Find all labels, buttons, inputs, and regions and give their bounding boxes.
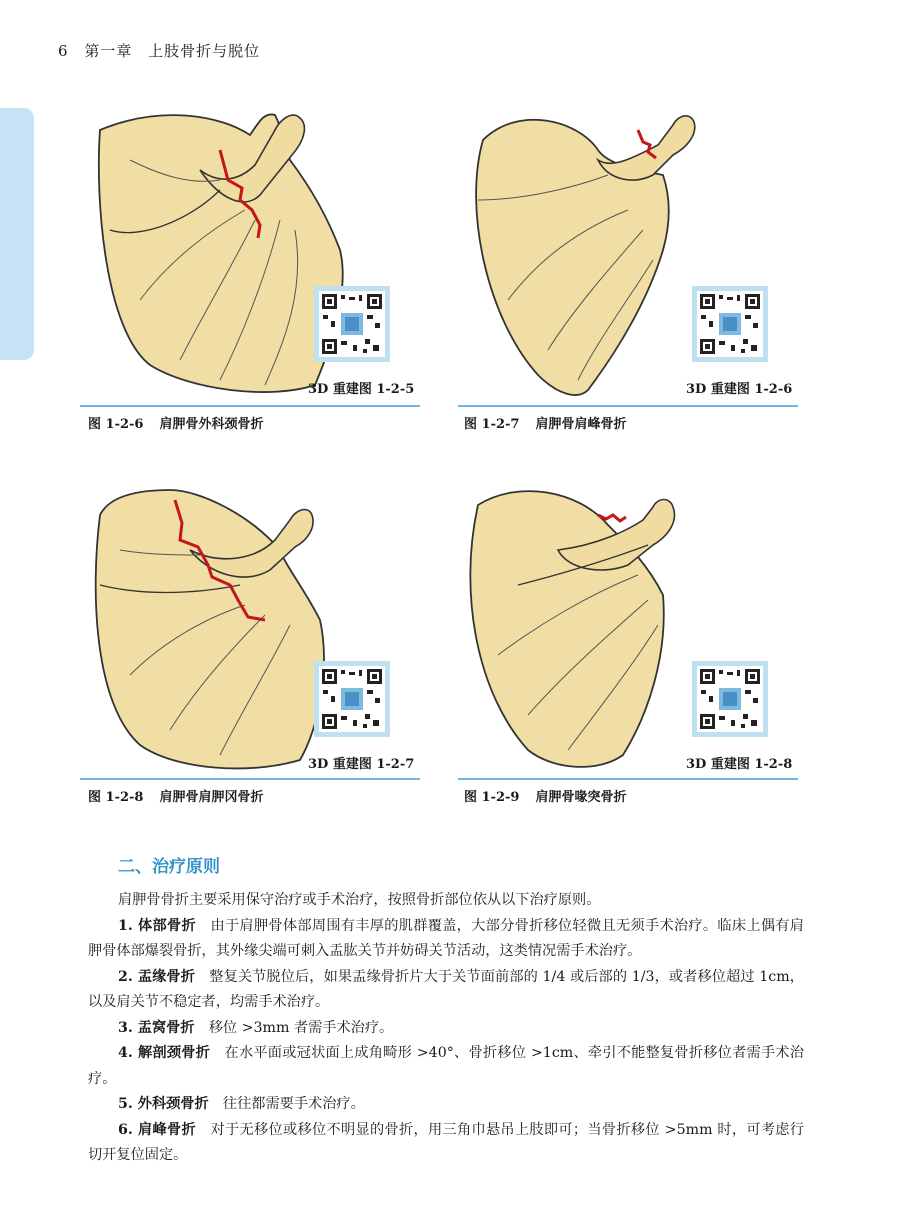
body-text bbox=[88, 888, 804, 1169]
figure-1-2-8 bbox=[80, 475, 425, 815]
recon-label: 3D 重建图 1-2-6 bbox=[686, 382, 793, 397]
qr-code[interactable] bbox=[692, 286, 768, 362]
paragraph-lead: 1. 体部骨折 bbox=[118, 917, 196, 934]
caption-text: 肩胛骨肩胛冈骨折 bbox=[159, 790, 264, 805]
paragraph bbox=[88, 888, 804, 914]
caption-rule bbox=[458, 778, 798, 780]
page-number: 6 bbox=[58, 42, 69, 60]
paragraph bbox=[88, 914, 804, 965]
caption-text: 肩胛骨肩峰骨折 bbox=[535, 417, 627, 432]
figure-1-2-6 bbox=[80, 100, 425, 440]
qr-pattern-icon bbox=[319, 291, 385, 357]
qr-code[interactable] bbox=[692, 661, 768, 737]
paragraph bbox=[88, 1016, 804, 1042]
paragraph bbox=[88, 1041, 804, 1092]
recon-label: 3D 重建图 1-2-5 bbox=[308, 382, 415, 397]
figure-caption bbox=[88, 786, 263, 805]
caption-number: 图 1-2-7 bbox=[464, 417, 520, 432]
chapter-side-tab bbox=[0, 108, 34, 360]
paragraph-text: 整复关节脱位后，如果盂缘骨折片大于关节面前部的 1/4 或后部的 1/3，或者移位超过 1cm，以及肩关节不稳定者，均需手术治疗。 bbox=[88, 968, 804, 1010]
paragraph-lead: 3. 盂窝骨折 bbox=[118, 1019, 195, 1036]
recon-label: 3D 重建图 1-2-7 bbox=[308, 757, 415, 772]
qr-pattern-icon bbox=[697, 666, 763, 732]
caption-rule bbox=[80, 405, 420, 407]
chapter-label: 第一章 bbox=[84, 42, 133, 60]
caption-number: 图 1-2-6 bbox=[88, 417, 144, 432]
qr-code[interactable] bbox=[314, 286, 390, 362]
paragraph-text: 在水平面或冠状面上成角畸形 >40°、骨折移位 >1cm、牵引不能整复骨折移位者需手术治疗。 bbox=[88, 1045, 804, 1087]
figure-1-2-7 bbox=[458, 100, 803, 440]
caption-text: 肩胛骨喙突骨折 bbox=[535, 790, 627, 805]
paragraph-text: 往往都需要手术治疗。 bbox=[208, 1096, 365, 1112]
caption-rule bbox=[458, 405, 798, 407]
paragraph-text: 移位 >3mm 者需手术治疗。 bbox=[194, 1019, 394, 1036]
caption-number: 图 1-2-8 bbox=[88, 790, 144, 805]
caption-text: 肩胛骨外科颈骨折 bbox=[159, 417, 264, 432]
figure-caption bbox=[88, 413, 263, 432]
paragraph-lead: 5. 外科颈骨折 bbox=[118, 1096, 209, 1112]
chapter-title: 上肢骨折与脱位 bbox=[148, 42, 261, 60]
qr-pattern-icon bbox=[319, 666, 385, 732]
figure-caption bbox=[464, 413, 626, 432]
paragraph bbox=[88, 965, 804, 1016]
paragraph-lead: 6. 肩峰骨折 bbox=[118, 1121, 197, 1138]
section-title: 二、治疗原则 bbox=[118, 857, 220, 877]
qr-pattern-icon bbox=[697, 291, 763, 357]
qr-code[interactable] bbox=[314, 661, 390, 737]
paragraph-text: 肩胛骨骨折主要采用保守治疗或手术治疗，按照骨折部位依从以下治疗原则。 bbox=[118, 892, 601, 908]
figure-1-2-9 bbox=[458, 475, 803, 815]
caption-rule bbox=[80, 778, 420, 780]
caption-number: 图 1-2-9 bbox=[464, 790, 520, 805]
paragraph-text: 对于无移位或移位不明显的骨折，用三角巾悬吊上肢即可；当骨折移位 >5mm 时，可考虑行切开复位固定。 bbox=[88, 1121, 804, 1163]
paragraph-lead: 2. 盂缘骨折 bbox=[118, 968, 195, 985]
paragraph-lead: 4. 解剖颈骨折 bbox=[118, 1045, 211, 1061]
figure-caption bbox=[464, 786, 626, 805]
paragraph bbox=[88, 1118, 804, 1169]
paragraph bbox=[88, 1092, 804, 1118]
paragraph-text: 由于肩胛骨体部周围有丰厚的肌群覆盖，大部分骨折移位轻微且无须手术治疗。临床上偶有肩胛骨体部爆裂骨折，其外缘尖端可刺入盂肱关节并妨碍关节活动，这类情况需手术治疗。 bbox=[88, 917, 804, 959]
running-header bbox=[58, 40, 270, 61]
recon-label: 3D 重建图 1-2-8 bbox=[686, 757, 793, 772]
